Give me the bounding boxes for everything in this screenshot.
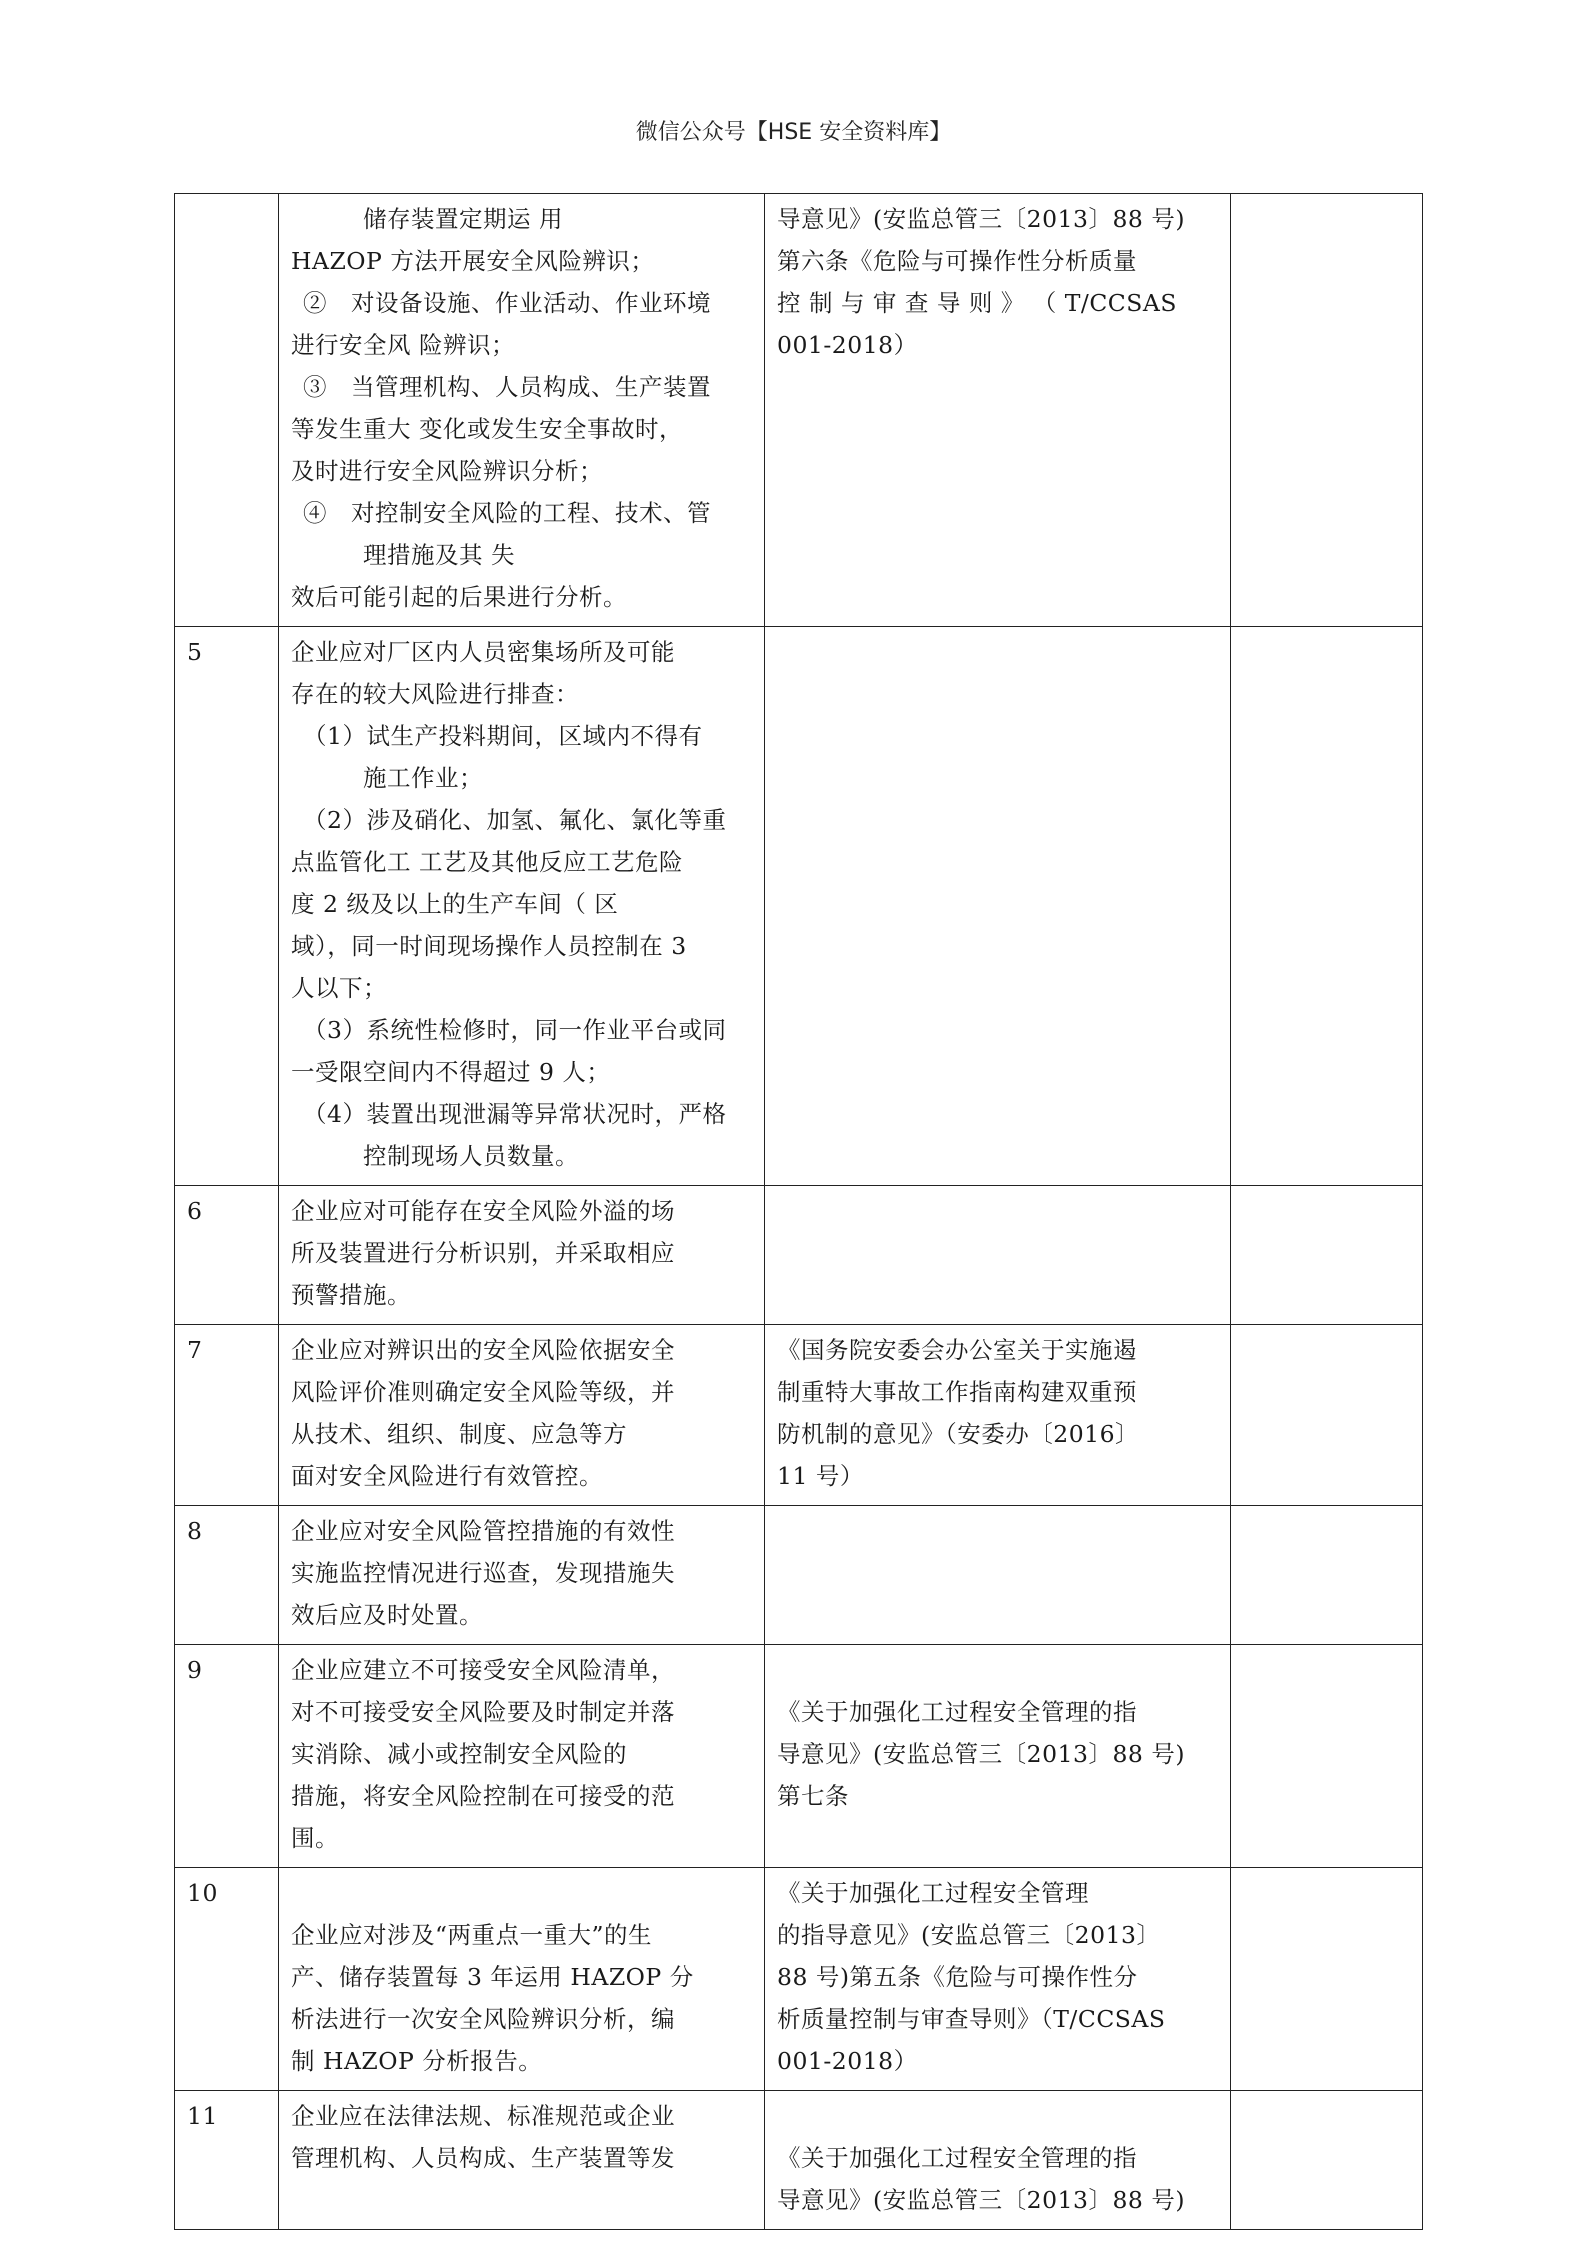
requirement-line: ② 对设备设施、作业活动、作业环境: [303, 289, 711, 317]
basis-line: 《关于加强化工过程安全管理的指: [777, 1698, 1137, 1726]
row-number: 11: [175, 2091, 279, 2230]
row-number: 9: [175, 1645, 279, 1868]
basis-line: 001-2018）: [777, 331, 918, 359]
requirement-line: 控制现场人员数量。: [363, 1142, 579, 1170]
basis-line: 导意见》(安监总管三〔2013〕88 号): [777, 1740, 1186, 1768]
requirement-line: 企业应建立不可接受安全风险清单，: [291, 1656, 675, 1684]
requirement-line: 实施监控情况进行巡查，发现措施失: [291, 1559, 675, 1587]
table-row: [175, 1645, 1423, 1868]
requirement-line: 制 HAZOP 分析报告。: [291, 2047, 543, 2075]
requirement-line: 企业应对厂区内人员密集场所及可能: [291, 638, 675, 666]
basis-line: 的指导意见》(安监总管三〔2013〕: [777, 1921, 1161, 1949]
basis-cell: [765, 1325, 1231, 1506]
basis-line: 控 制 与 审 查 导 则 》 （ T/CCSAS: [777, 289, 1177, 317]
basis-cell: [765, 627, 1231, 1186]
remarks-cell: [1231, 194, 1423, 627]
requirement-line: 进行安全风 险辨识；: [291, 331, 515, 359]
requirement-line: 度 2 级及以上的生产车间（ 区: [291, 890, 619, 918]
requirement-cell: [279, 1506, 765, 1645]
requirement-line: 企业应对可能存在安全风险外溢的场: [291, 1197, 675, 1225]
basis-line: 制重特大事故工作指南构建双重预: [777, 1378, 1137, 1406]
basis-line: 88 号)第五条《危险与可操作性分: [777, 1963, 1138, 1991]
basis-line: 导意见》(安监总管三〔2013〕88 号): [777, 205, 1186, 233]
basis-cell: [765, 2091, 1231, 2230]
requirement-line: 对不可接受安全风险要及时制定并落: [291, 1698, 675, 1726]
row-number: [175, 194, 279, 627]
requirement-cell: [279, 1186, 765, 1325]
requirement-cell: [279, 1868, 765, 2091]
requirement-line: 实消除、减小或控制安全风险的: [291, 1740, 627, 1768]
requirement-line: 储存装置定期运 用: [363, 205, 563, 233]
basis-line: 《关于加强化工过程安全管理的指: [777, 2144, 1137, 2172]
requirement-line: HAZOP 方法开展安全风险辨识；: [291, 247, 655, 275]
basis-line: 第六条《危险与可操作性分析质量: [777, 247, 1137, 275]
requirement-line: ④ 对控制安全风险的工程、技术、管: [303, 499, 711, 527]
requirement-line: 效后可能引起的后果进行分析。: [291, 583, 627, 611]
requirement-line: 及时进行安全风险辨识分析；: [291, 457, 603, 485]
remarks-cell: [1231, 1186, 1423, 1325]
row-number: 5: [175, 627, 279, 1186]
basis-line: [777, 1649, 1222, 1691]
requirement-line: 措施，将安全风险控制在可接受的范: [291, 1782, 675, 1810]
basis-line: 析质量控制与审查导则》（T/CCSAS: [777, 2005, 1166, 2033]
requirement-line: 存在的较大风险进行排查：: [291, 680, 579, 708]
requirements-table: [174, 193, 1423, 2230]
row-number: 8: [175, 1506, 279, 1645]
requirement-line: 点监管化工 工艺及其他反应工艺危险: [291, 848, 683, 876]
requirement-line: 企业应对涉及“两重点一重大”的生: [291, 1921, 653, 1949]
requirement-cell: [279, 627, 765, 1186]
page-header: 微信公众号【HSE 安全资料库】: [635, 120, 952, 145]
basis-line: 《国务院安委会办公室关于实施遏: [777, 1336, 1137, 1364]
basis-cell: [765, 194, 1231, 627]
remarks-cell: [1231, 1506, 1423, 1645]
basis-line: 11 号）: [777, 1462, 864, 1490]
basis-line: 001-2018）: [777, 2047, 918, 2075]
basis-line: 防机制的意见》（安委办〔2016〕: [777, 1420, 1140, 1448]
basis-line: 《关于加强化工过程安全管理: [777, 1879, 1089, 1907]
row-number: 6: [175, 1186, 279, 1325]
requirement-line: 企业应对安全风险管控措施的有效性: [291, 1517, 675, 1545]
requirement-line: 面对安全风险进行有效管控。: [291, 1462, 603, 1490]
requirement-line: 预警措施。: [291, 1281, 411, 1309]
table-row: [175, 1868, 1423, 2091]
remarks-cell: [1231, 2091, 1423, 2230]
requirement-line: 等发生重大 变化或发生安全事故时，: [291, 415, 683, 443]
requirement-line: [291, 1872, 756, 1914]
requirement-line: 产、储存装置每 3 年运用 HAZOP 分: [291, 1963, 694, 1991]
requirement-line: （4）装置出现泄漏等异常状况时，严格: [303, 1100, 727, 1128]
requirement-line: ③ 当管理机构、人员构成、生产装置: [303, 373, 711, 401]
requirement-line: 管理机构、人员构成、生产装置等发: [291, 2144, 675, 2172]
requirement-line: 所及装置进行分析识别，并采取相应: [291, 1239, 675, 1267]
basis-cell: [765, 1186, 1231, 1325]
row-number: 7: [175, 1325, 279, 1506]
basis-line: 第七条: [777, 1782, 849, 1810]
basis-cell: [765, 1506, 1231, 1645]
row-number: 10: [175, 1868, 279, 2091]
requirement-cell: [279, 1325, 765, 1506]
requirement-line: （3）系统性检修时，同一作业平台或同: [303, 1016, 727, 1044]
requirement-cell: [279, 2091, 765, 2230]
table-row: [175, 627, 1423, 1186]
requirement-line: （2）涉及硝化、加氢、氟化、氯化等重: [303, 806, 727, 834]
remarks-cell: [1231, 1325, 1423, 1506]
basis-cell: [765, 1868, 1231, 2091]
remarks-cell: [1231, 627, 1423, 1186]
requirement-line: 企业应对辨识出的安全风险依据安全: [291, 1336, 675, 1364]
requirement-line: 析法进行一次安全风险辨识分析，编: [291, 2005, 675, 2033]
requirement-line: （1）试生产投料期间，区域内不得有: [303, 722, 703, 750]
basis-line: 导意见》(安监总管三〔2013〕88 号): [777, 2186, 1186, 2214]
requirement-line: 人以下；: [291, 974, 387, 1002]
requirement-line: 理措施及其 失: [363, 541, 515, 569]
requirement-cell: [279, 1645, 765, 1868]
requirement-line: 企业应在法律法规、标准规范或企业: [291, 2102, 675, 2130]
requirement-line: 围。: [291, 1824, 339, 1852]
table-body: [175, 194, 1423, 2230]
table-row: [175, 1325, 1423, 1506]
requirement-line: 从技术、组织、制度、应急等方: [291, 1420, 627, 1448]
remarks-cell: [1231, 1645, 1423, 1868]
requirement-line: 风险评价准则确定安全风险等级，并: [291, 1378, 675, 1406]
requirement-line: 一受限空间内不得超过 9 人；: [291, 1058, 611, 1086]
requirement-line: 域），同一时间现场操作人员控制在 3: [291, 932, 687, 960]
basis-cell: [765, 1645, 1231, 1868]
table-row: [175, 194, 1423, 627]
requirement-line: 效后应及时处置。: [291, 1601, 483, 1629]
requirement-line: 施工作业；: [363, 764, 483, 792]
table-row: [175, 2091, 1423, 2230]
basis-line: [777, 2095, 1222, 2137]
remarks-cell: [1231, 1868, 1423, 2091]
table-row: [175, 1186, 1423, 1325]
requirement-cell: [279, 194, 765, 627]
table-row: [175, 1506, 1423, 1645]
